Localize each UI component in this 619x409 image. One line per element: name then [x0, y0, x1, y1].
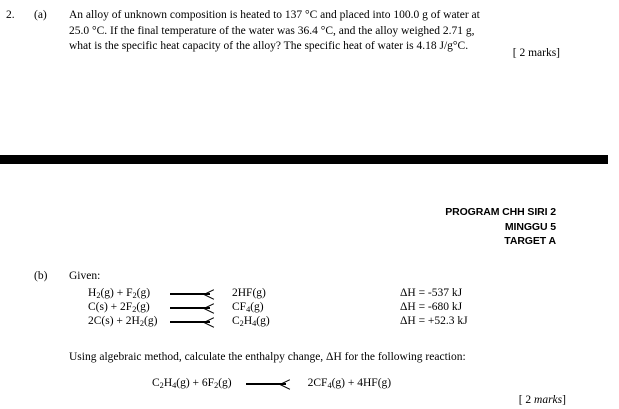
marks-allocation-part-a: [ 2 marks] — [512, 47, 560, 59]
question-number: 2. — [6, 9, 15, 21]
reaction-arrow-icon — [170, 315, 232, 327]
marks-bracket-close: ] — [562, 394, 566, 406]
equation-enthalpy: ΔH = -537 kJ — [400, 287, 463, 299]
equation-products: 2HF(g) — [232, 287, 266, 299]
given-label: Given: — [69, 270, 101, 282]
separator-bar — [0, 155, 608, 164]
equation-products: $C_2H_4(g)$ — [232, 315, 270, 328]
reaction-arrow-icon — [170, 301, 232, 313]
equation-row — [88, 301, 468, 315]
thermochemical-equations-list — [88, 287, 468, 329]
equation-reactants: $2C(s) + 2H_2(g)$ — [88, 315, 158, 328]
question-part-a-line-2: 25.0 °C. If the final temperature of the water was 36.4 °C, and the alloy weighed 2.71 g, — [69, 24, 475, 37]
target-reaction — [152, 376, 391, 391]
equation-row — [88, 287, 468, 301]
question-part-a-label: (a) — [34, 9, 47, 21]
equation-products: $CF_4(g)$ — [232, 301, 264, 314]
target-reaction-reactants: $C_2H_4(g) + 6F_2(g)$ — [152, 377, 232, 390]
question-part-b-label: (b) — [34, 270, 48, 282]
equation-enthalpy: ΔH = +52.3 kJ — [400, 315, 468, 327]
marks-allocation-part-b — [0, 393, 566, 408]
instruction-text: Using algebraic method, calculate the enthalpy change, ΔH for the following reaction: — [69, 351, 466, 363]
equation-reactants: $H_2(g) + F_2(g)$ — [88, 287, 151, 300]
equation-enthalpy: ΔH = -680 kJ — [400, 301, 463, 313]
marks-word: marks — [534, 394, 563, 406]
program-header-line-2: MINGGU 5 — [504, 220, 556, 233]
reaction-arrow-icon — [170, 287, 232, 299]
question-part-a-line-3: what is the specific heat capacity of the alloy? The specific heat of water is 4.18 J/g°C. — [69, 40, 469, 53]
reaction-arrow-icon — [232, 376, 308, 391]
program-header-line-1: PROGRAM CHH SIRI 2 — [445, 206, 556, 218]
marks-number: 2 — [522, 394, 535, 406]
program-header-line-3: TARGET A — [504, 235, 556, 247]
target-reaction-products: $2CF_4(g) + 4HF(g)$ — [307, 377, 392, 390]
program-header-block — [445, 205, 556, 249]
question-part-a-line-1: An alloy of unknown composition is heated to 137 °C and placed into 100.0 g of water at — [69, 9, 480, 21]
equation-row — [88, 315, 468, 329]
equation-reactants: $C(s) + 2F_2(g)$ — [88, 301, 150, 314]
marks-bracket-open: [ — [518, 394, 523, 406]
